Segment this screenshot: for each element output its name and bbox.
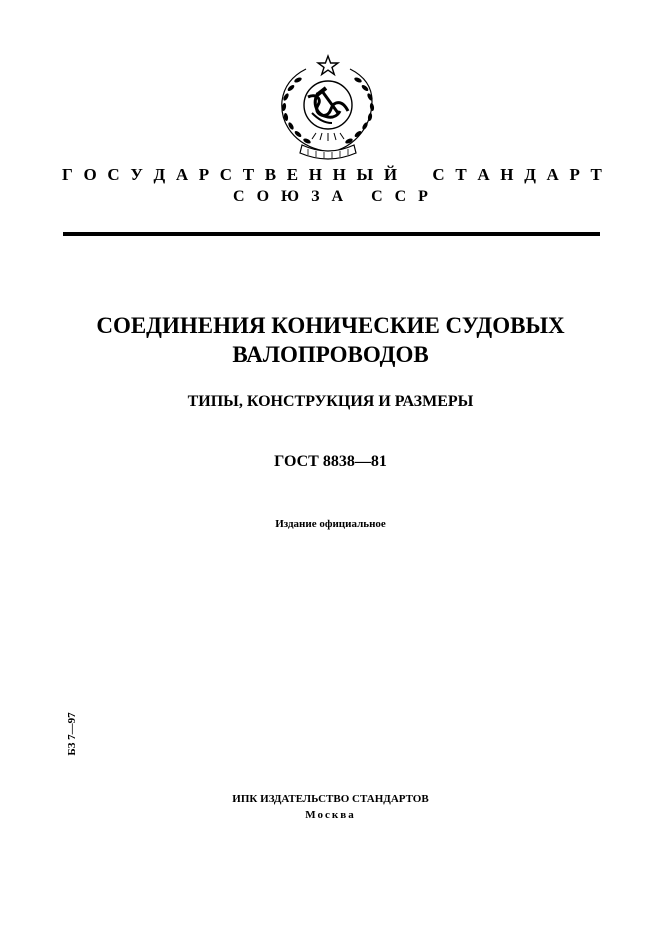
ussr-state-emblem-icon — [272, 53, 384, 165]
header-letter: Т — [455, 165, 467, 184]
header-letter: А — [477, 165, 490, 184]
header-letter: Н — [500, 165, 514, 184]
document-title-line: ВАЛОПРОВОДОВ — [232, 342, 429, 367]
header-letter: С — [219, 165, 233, 184]
header-divider — [63, 232, 600, 236]
edition-label: Издание официальное — [275, 518, 386, 530]
side-code-text: БЗ 7—97 — [66, 712, 78, 756]
publisher-name: ИПК ИЗДАТЕЛЬСТВО СТАНДАРТОВ — [232, 793, 429, 805]
header-letter: Е — [286, 165, 299, 184]
document-subtitle: ТИПЫ, КОНСТРУКЦИЯ И РАЗМЕРЫ — [187, 393, 474, 410]
header-letter: В — [264, 165, 277, 184]
header-letter: С — [107, 165, 120, 184]
header-letter-space — [408, 164, 422, 186]
header-letter: Р — [569, 165, 580, 184]
header-letter: А — [546, 165, 559, 184]
header-letter: Ы — [356, 165, 374, 184]
header-union — [0, 186, 661, 208]
header-letter: Т — [242, 165, 255, 184]
header-letter: С — [432, 165, 445, 184]
header-letter: Д — [524, 165, 536, 184]
header-state-standard — [62, 164, 602, 186]
header-letter: Н — [308, 165, 322, 184]
document-title-line: СОЕДИНЕНИЯ КОНИЧЕСКИЕ СУДОВЫХ — [96, 313, 565, 338]
side-code — [60, 700, 84, 770]
header-union-text: СОЮЗА ССР — [233, 188, 440, 205]
document-title — [30, 311, 631, 369]
header-letter: Д — [153, 165, 166, 184]
standard-number: ГОСТ 8838—81 — [274, 453, 387, 470]
header-letter: А — [175, 165, 189, 184]
publisher-city: Москва — [305, 809, 356, 821]
header-letter: Й — [383, 165, 398, 184]
header-letter: Н — [332, 165, 346, 184]
header-letter: Т — [590, 165, 602, 184]
header-letter: У — [130, 165, 143, 184]
header-letter: Г — [62, 165, 73, 184]
header-letter: Р — [198, 165, 210, 184]
header-letter: О — [83, 165, 97, 184]
